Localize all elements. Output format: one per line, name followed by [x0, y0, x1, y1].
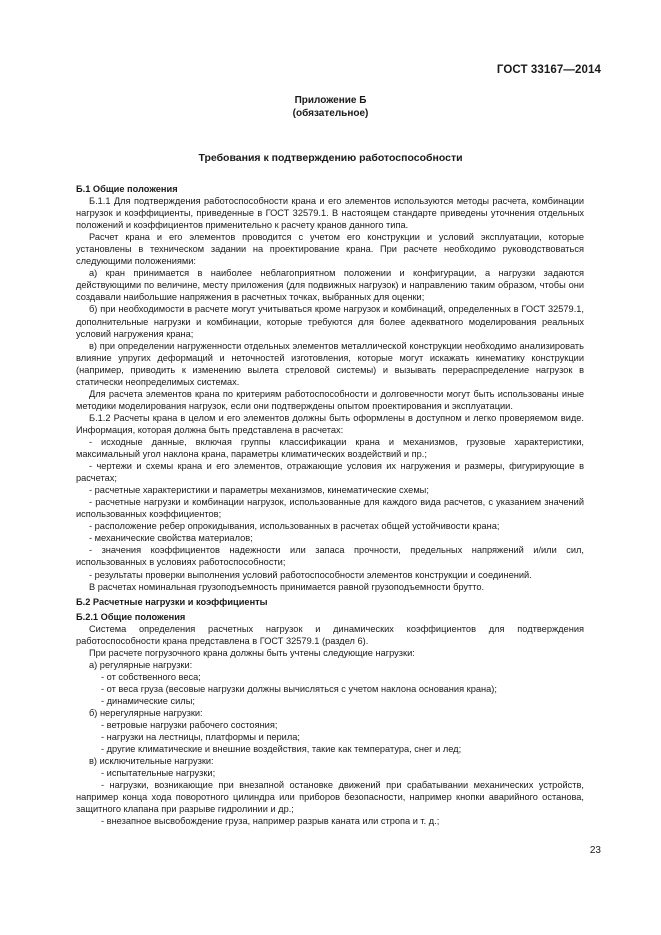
- paragraph: - результаты проверки выполнения условий работоспособности элементов конструкции и соединений.: [89, 569, 532, 580]
- document-code: ГОСТ 33167—2014: [496, 64, 601, 76]
- paragraph: - механические свойства материалов;: [89, 533, 253, 544]
- paragraph: - нагрузки на лестницы, платформы и перила;: [101, 732, 300, 743]
- section-heading: Б.2 Расчетные нагрузки и коэффициенты: [76, 596, 268, 607]
- annex-heading: [0, 94, 661, 120]
- paragraph: В расчетах номинальная грузоподъемность принимается равной грузоподъемности брутто.: [89, 581, 485, 592]
- annex-label: Приложение Б: [294, 95, 367, 106]
- paragraph: Расчет крана и его элементов проводится с учетом его конструкции и условий эксплуатации, которые установлены в техническом задании на проектирование крана. При расчете необходимо руководствоваться следующими положениями:: [76, 232, 584, 267]
- paragraph: - расчетные характеристики и параметры механизмов, кинематические схемы;: [89, 485, 429, 496]
- paragraph: - чертежи и схемы крана и его элементов, отражающие условия их нагружения и размеры, фигурирующие в расчетах;: [76, 461, 584, 484]
- paragraph: Б.1.1 Для подтверждения работоспособности крана и его элементов используются методы расчета, комбинации нагрузок и коэффициенты, приведенные в ГОСТ 32579.1. В настоящем стандарте приведены уточнения отдельных положений и коэффициентов применительно к расчету кранов данного типа.: [76, 196, 584, 231]
- paragraph: - от веса груза (весовые нагрузки должны вычисляться с учетом наклона основания крана);: [101, 683, 497, 694]
- paragraph: - ветровые нагрузки рабочего состояния;: [101, 720, 278, 731]
- paragraph: - исходные данные, включая группы классификации крана и механизмов, грузовые характеристики, максимальный угол наклона крана, параметры климатических воздействий и пр.;: [76, 436, 584, 460]
- annex-status: (обязательное): [292, 108, 369, 119]
- page-number: 23: [589, 845, 601, 856]
- annex-title: Требования к подтверждению работоспособности: [198, 152, 463, 164]
- paragraph: - внезапное высвобождение груза, например разрыв каната или стропа и т. д.;: [101, 816, 440, 827]
- paragraph: - другие климатические и внешние воздействия, такие как температура, снег и лед;: [101, 744, 462, 755]
- paragraph: - расчетные нагрузки и комбинации нагрузок, использованные для каждого вида расчетов, с указанием значений использованных коэффициентов;: [76, 497, 584, 520]
- paragraph: а) регулярные нагрузки:: [89, 659, 193, 670]
- paragraph: в) исключительные нагрузки:: [89, 756, 214, 767]
- paragraph: - значения коэффициентов надежности или запаса прочности, предельных напряжений и/или сил, использованных в условиях работоспособности;: [76, 545, 584, 568]
- paragraph: Для расчета элементов крана по критериям работоспособности и долговечности могут быть использованы иные методики моделирования нагрузок, если они подтверждены опытом проектирования и эксплуатации.: [76, 388, 584, 411]
- paragraph: - от собственного веса;: [101, 671, 201, 682]
- paragraph: Система определения расчетных нагрузок и динамических коэффициентов для подтверждения работоспособности крана представлена в ГОСТ 32579.1 (раздел 6).: [76, 623, 584, 646]
- paragraph: а) кран принимается в наиболее неблагоприятном положении и конфигурации, а нагрузки задаются действующими по величине, месту приложения (для подвижных нагрузок) и направлению таким образом, чтобы они создавали наибольшие напряжения в расчетных точках, выбранных для оценки;: [76, 268, 584, 303]
- paragraph: б) при необходимости в расчете могут учитываться кроме нагрузок и комбинаций, определенных в ГОСТ 32579.1, дополнительные нагрузки и комбинации, которые требуются для более адекватного моделирования реальных условий нагружения крана;: [76, 304, 584, 339]
- paragraph: - расположение ребер опрокидывания, использованных в расчетах общей устойчивости крана;: [89, 521, 500, 532]
- section-heading: Б.1 Общие положения: [76, 184, 178, 194]
- paragraph: При расчете погрузочного крана должны быть учтены следующие нагрузки:: [89, 647, 415, 658]
- paragraph: Б.1.2 Расчеты крана в целом и его элементов должны быть оформлены в доступном и легко проверяемом виде. Информация, которая должна быть представлена в расчетах:: [76, 412, 584, 435]
- paragraph: - испытательные нагрузки;: [101, 768, 216, 779]
- paragraph: - нагрузки, возникающие при внезапной остановке движений при срабатывании механических устройств, например конца хода поворотного цилиндра или приборов безопасности, например кнопки аварийного останова, защитного клапана при разрыве гидролинии и др.;: [76, 780, 584, 815]
- section-heading: Б.2.1 Общие положения: [76, 611, 186, 622]
- paragraph: в) при определении нагруженности отдельных элементов металлической конструкции необходимо анализировать влияние упругих деформаций и неточностей изготовления, которые могут искажать кинематику конструкции (например, приводить к изменению вылета стреловой системы) и вызывать перераспределение нагрузок в статически неопределимых системах.: [76, 340, 584, 387]
- document-body: [76, 183, 584, 827]
- paragraph: б) нерегулярные нагрузки:: [89, 708, 203, 719]
- paragraph: - динамические силы;: [101, 695, 195, 706]
